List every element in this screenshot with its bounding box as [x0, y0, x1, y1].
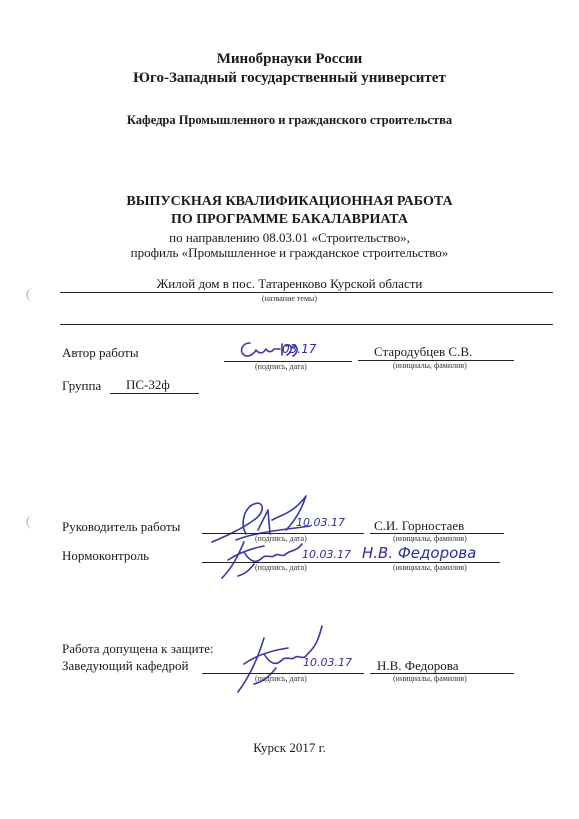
ministry-heading: Минобрнауки России: [216, 51, 363, 67]
thesis-profile: профиль «Промышленное и гражданское строительство»: [130, 245, 449, 260]
normcontrol-signature-caption: (подпись, дата): [255, 563, 307, 572]
topic-second-line: [60, 324, 553, 325]
head-signature-date: 10.03.17: [303, 656, 352, 669]
supervisor-signature-date: 10.03.17: [296, 516, 345, 529]
author-label: Автор работы: [62, 345, 139, 360]
author-name-caption: (инициалы, фамилия): [393, 361, 467, 370]
group-underline: [110, 393, 199, 394]
head-signature-caption: (подпись, дата): [255, 674, 307, 683]
head-name: Н.В. Федорова: [377, 658, 459, 673]
supervisor-signature-caption: (подпись, дата): [255, 534, 307, 543]
place-year: Курск 2017 г.: [253, 740, 326, 755]
university-heading: Юго-Западный государственный университет: [133, 70, 446, 86]
group-label: Группа: [62, 378, 102, 393]
author-name: Стародубцев С.В.: [374, 344, 473, 359]
author-signature-date: 03.17: [282, 342, 317, 356]
punch-hole-bottom: [26, 515, 42, 529]
group-value: ПС-32ф: [126, 377, 170, 392]
topic-text: Жилой дом в пос. Татаренково Курской области: [156, 276, 423, 291]
head-of-department-label: Заведующий кафедрой: [62, 658, 189, 673]
thesis-direction: по направлению 08.03.01 «Строительство»,: [169, 230, 410, 245]
department-heading: Кафедра Промышленного и гражданского строительства: [126, 113, 453, 127]
normcontrol-name: Н.В. Федорова: [362, 544, 477, 562]
topic-underline: [60, 292, 553, 293]
normcontrol-signature-date: 10.03.17: [302, 548, 351, 561]
normcontrol-label: Нормоконтроль: [62, 548, 150, 563]
normcontrol-signature: [214, 534, 310, 582]
normcontrol-name-caption: (инициалы, фамилия): [393, 563, 467, 572]
supervisor-label: Руководитель работы: [62, 519, 181, 534]
topic-caption: (название темы): [261, 294, 318, 303]
thesis-title: ВЫПУСКНАЯ КВАЛИФИКАЦИОННАЯ РАБОТА: [126, 194, 453, 209]
approval-label: Работа допущена к защите:: [62, 641, 214, 656]
supervisor-name: С.И. Горностаев: [374, 518, 465, 533]
author-signature-caption: (подпись, дата): [255, 362, 307, 371]
supervisor-name-caption: (инициалы, фамилия): [393, 534, 467, 543]
head-name-caption: (инициалы, фамилия): [393, 674, 467, 683]
thesis-program: ПО ПРОГРАММЕ БАКАЛАВРИАТА: [171, 212, 408, 227]
